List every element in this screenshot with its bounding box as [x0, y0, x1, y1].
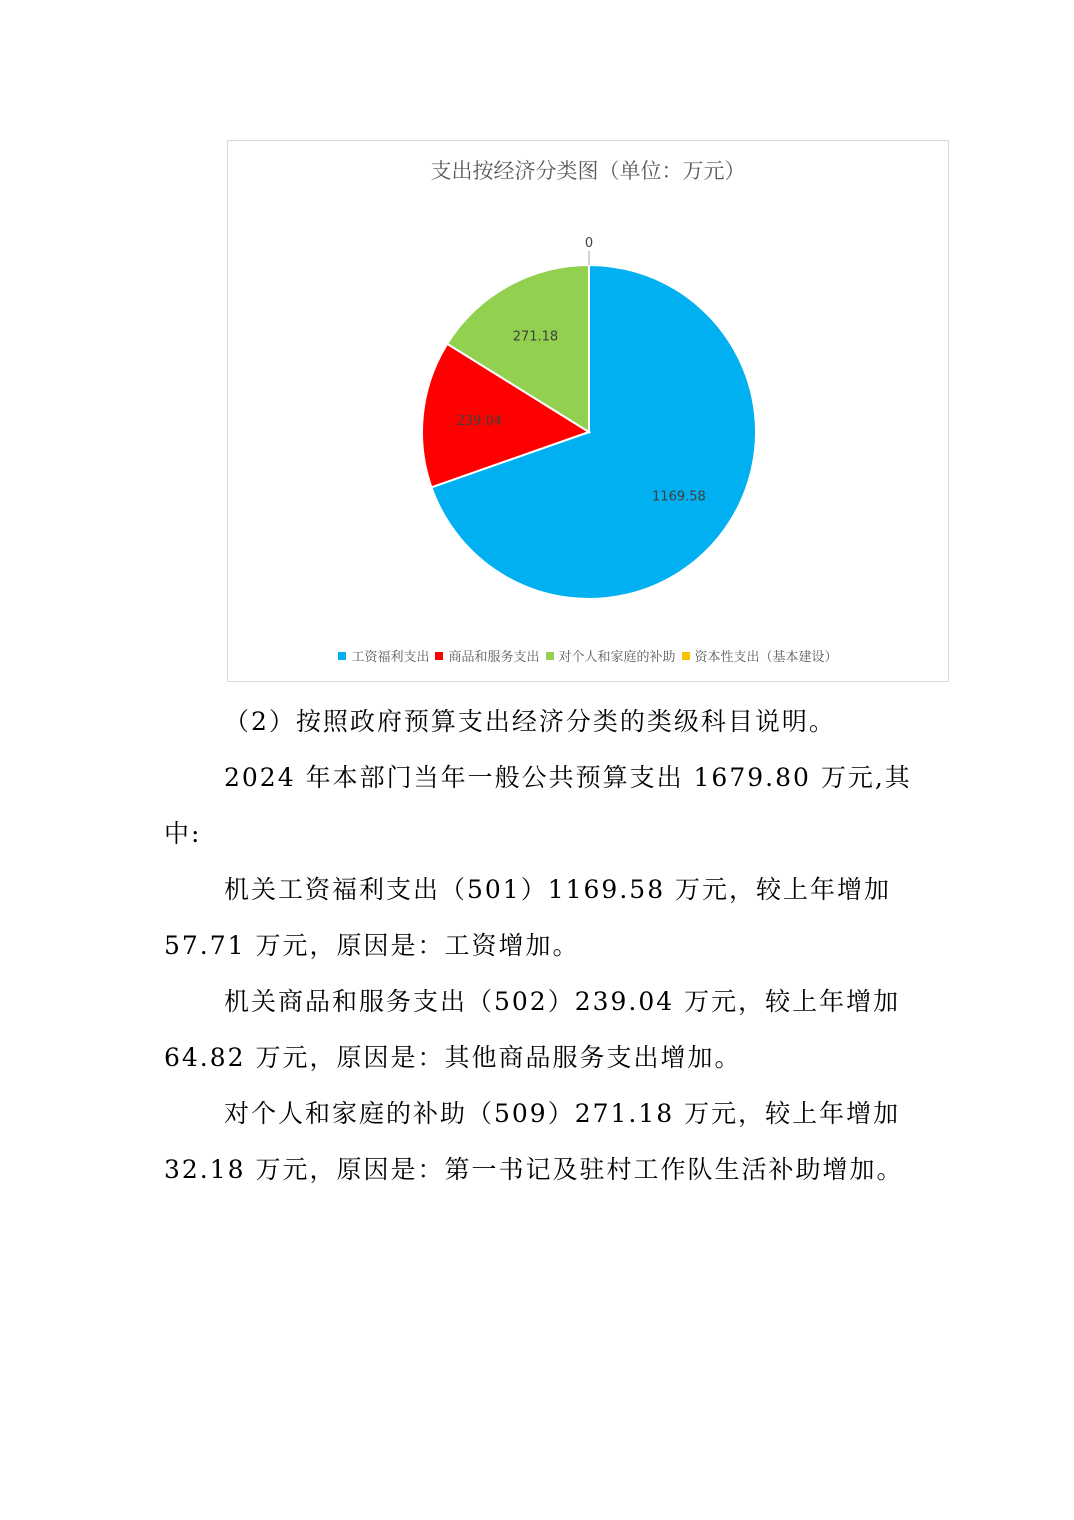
pie-data-label: 0 — [584, 236, 594, 251]
pie-data-label: 271.18 — [512, 329, 559, 345]
legend-item — [682, 646, 838, 665]
legend-item — [338, 646, 429, 665]
legend-label: 资本性支出（基本建设） — [694, 650, 838, 665]
legend-swatch — [682, 652, 690, 660]
paragraph-line: 57.71 万元，原因是：工资增加。 — [164, 931, 580, 960]
paragraph-line: 32.18 万元，原因是：第一书记及驻村工作队生活补助增加。 — [164, 1155, 904, 1184]
paragraph-line: 对个人和家庭的补助（509）271.18 万元，较上年增加 — [224, 1099, 901, 1128]
legend-swatch — [435, 652, 443, 660]
pie-chart-panel — [227, 140, 949, 682]
paragraph-line: 中: — [164, 819, 202, 848]
paragraph-line: 机关工资福利支出（501）1169.58 万元，较上年增加 — [224, 875, 892, 904]
paragraph-line: 64.82 万元，原因是：其他商品服务支出增加。 — [164, 1043, 742, 1072]
chart-legend — [228, 646, 948, 665]
legend-label: 商品和服务支出 — [448, 650, 540, 665]
legend-label: 工资福利支出 — [351, 650, 430, 665]
pie-chart — [228, 141, 948, 681]
legend-item — [435, 646, 539, 665]
paragraph-line: 2024 年本部门当年一般公共预算支出 1679.80 万元,其 — [224, 763, 912, 792]
legend-swatch — [338, 652, 346, 660]
pie-data-label: 1169.58 — [652, 489, 706, 505]
chart-title: 支出按经济分类图（单位：万元） — [430, 159, 746, 183]
section-heading: （2）按照政府预算支出经济分类的类级科目说明。 — [224, 707, 836, 736]
paragraph-line: 机关商品和服务支出（502）239.04 万元，较上年增加 — [224, 987, 901, 1016]
legend-item — [546, 646, 676, 665]
legend-label: 对个人和家庭的补助 — [558, 650, 676, 665]
pie-data-label: 239.04 — [456, 413, 503, 429]
legend-swatch — [546, 652, 554, 660]
